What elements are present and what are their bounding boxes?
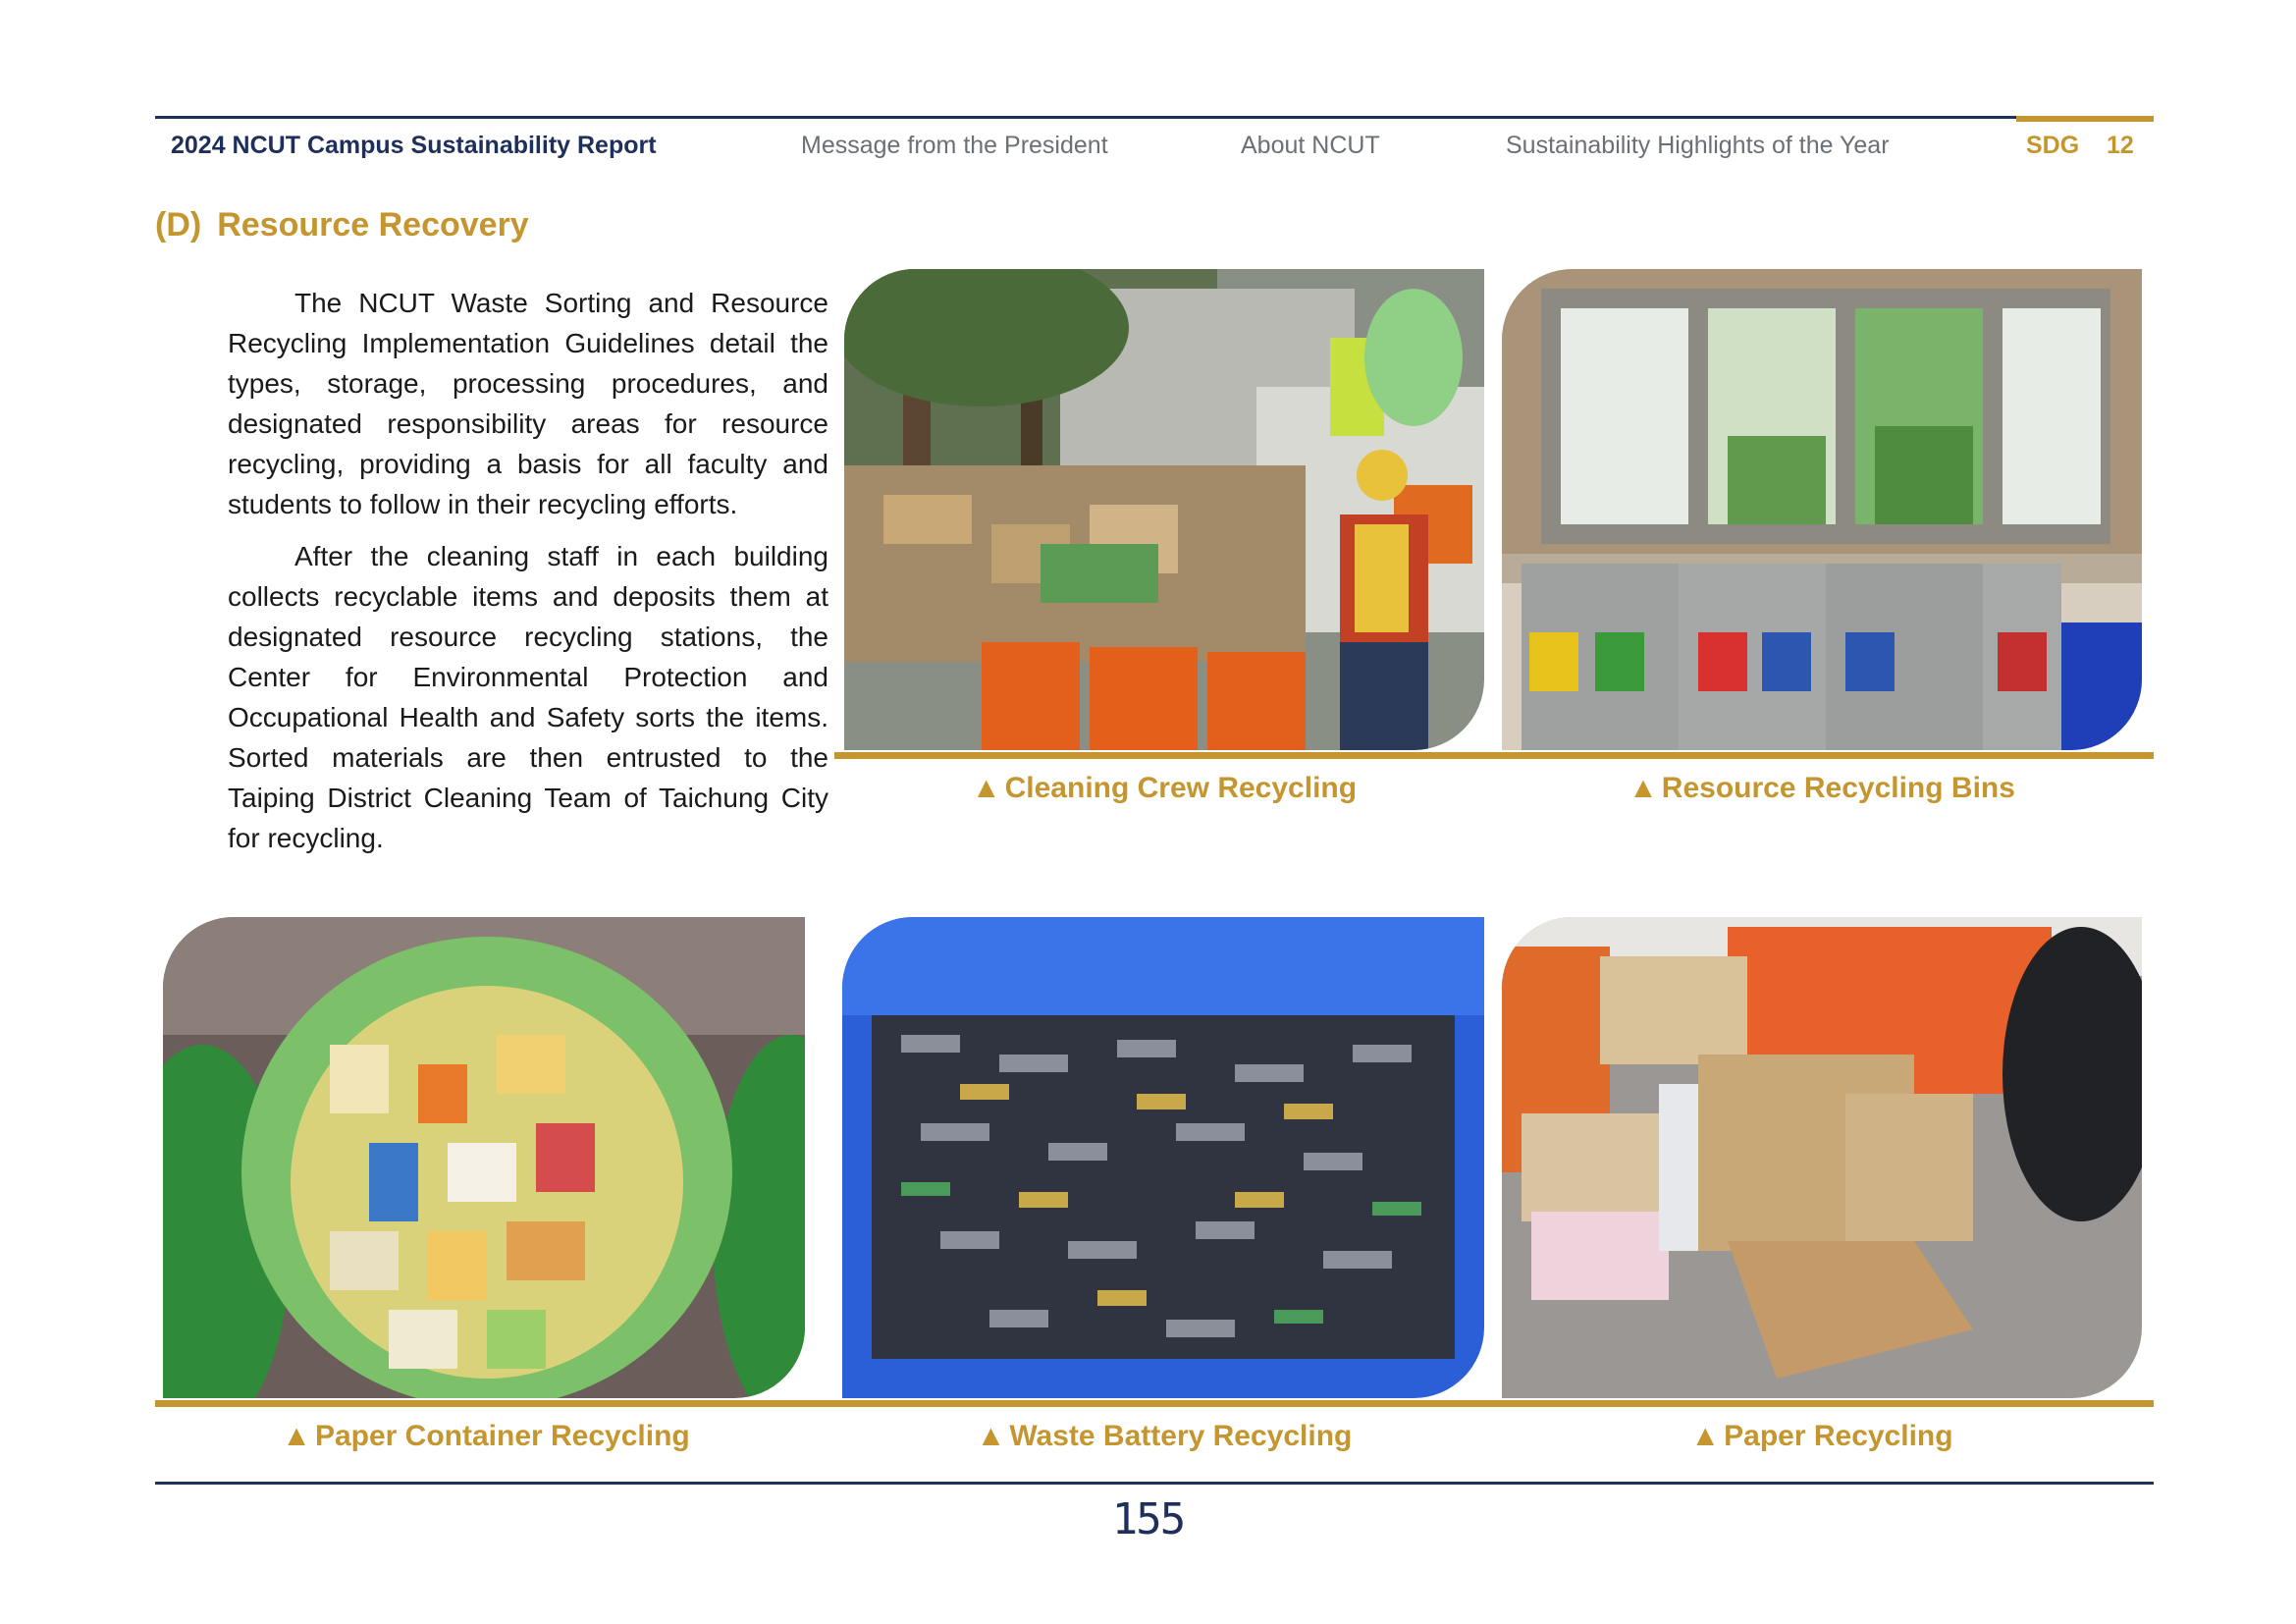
- triangle-marker-icon: ▲: [282, 1420, 311, 1452]
- caption-waste-batteries: [948, 1420, 1380, 1453]
- caption-paper-recycling: [1606, 1420, 2038, 1453]
- caption-rule-bottom: [155, 1400, 2154, 1407]
- caption-text: Paper Recycling: [1724, 1420, 1953, 1452]
- sdg-number: 12: [2107, 132, 2134, 159]
- nav-link-about[interactable]: About NCUT: [1241, 132, 1380, 159]
- photo-recycling-bins: [1502, 269, 2142, 750]
- nav-link-highlights[interactable]: Sustainability Highlights of the Year: [1506, 132, 1890, 159]
- caption-text: Resource Recycling Bins: [1661, 772, 2015, 804]
- section-title: Resource Recovery: [217, 206, 529, 244]
- caption-rule-top: [834, 752, 2154, 759]
- photo-waste-batteries: [842, 917, 1484, 1398]
- header-rule-accent: [2016, 116, 2154, 122]
- nav-link-president-message[interactable]: Message from the President: [801, 132, 1108, 159]
- page-number: 155: [1111, 1494, 1185, 1544]
- caption-cleaning-crew: [948, 772, 1380, 805]
- photo-cleaning-crew: [844, 269, 1484, 750]
- triangle-marker-icon: ▲: [971, 772, 1001, 804]
- triangle-marker-icon: ▲: [976, 1420, 1006, 1452]
- sdg-label: SDG: [2026, 132, 2080, 159]
- photo-paper-containers: [163, 917, 805, 1398]
- section-number: (D): [155, 206, 202, 244]
- photo-paper-recycling: [1502, 917, 2142, 1398]
- caption-text: Waste Battery Recycling: [1009, 1420, 1353, 1452]
- triangle-marker-icon: ▲: [1690, 1420, 1721, 1452]
- header-rule: [155, 116, 2016, 119]
- triangle-marker-icon: ▲: [1629, 772, 1658, 804]
- report-title: 2024 NCUT Campus Sustainability Report: [171, 132, 657, 159]
- caption-text: Cleaning Crew Recycling: [1004, 772, 1358, 804]
- caption-text: Paper Container Recycling: [314, 1420, 690, 1452]
- paragraph: The NCUT Waste Sorting and Resource Recycling Implementation Guidelines detail the types, storage, processing procedures, and designated responsibility areas for resource recycling, providing a basis for all faculty and students to follow in their recycling efforts.: [228, 288, 828, 519]
- footer-rule: [155, 1482, 2154, 1485]
- body-text: [228, 283, 828, 870]
- caption-recycling-bins: [1606, 772, 2038, 805]
- paragraph: After the cleaning staff in each building collects recyclable items and deposits them at designated resource recycling stations, the Center for Environmental Protection and Occupational Health and Safety sorts the items. Sorted materials are then entrusted to the Taiping District Cleaning Team of Taichung City for recycling.: [228, 541, 828, 853]
- section-heading: [155, 206, 529, 244]
- caption-paper-containers: [265, 1420, 707, 1453]
